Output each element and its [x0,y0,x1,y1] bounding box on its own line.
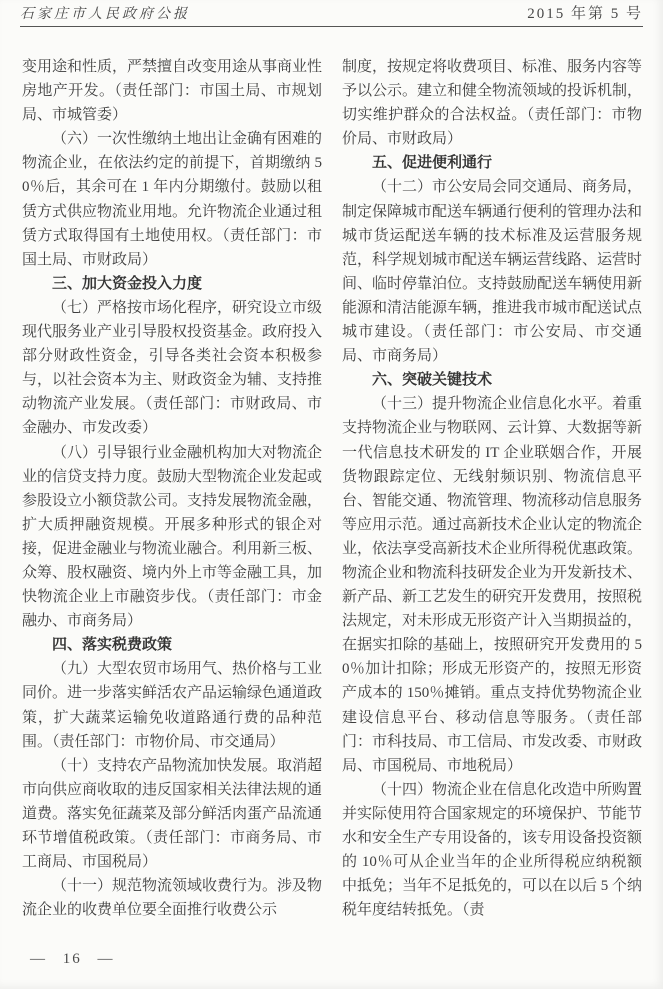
gazette-title: 石家庄市人民政府公报 [20,7,190,22]
body-paragraph: （十三）提升物流企业信息化水平。着重支持物流企业与物联网、云计算、大数据等新一代信息技术研发的 IT 企业联姻合作，开展货物跟踪定位、无线射频识别、物流信息平台、智能交通、物流管理、物流移动信息服务等应用示范。通过高新技术企业认定的物流企业，依法享受高新技术企业所得税优惠政策。物流企业和物流科技研发企业为开发新技术、新产品、新工艺发生的研究开发费用，按照税法规定，对未形成无形资产计入当期损益的，在据实扣除的基础上，按照研究开发费用的 50％加计扣除；形成无形资产的，按照无形资产成本的 150％摊销。重点支持优势物流企业建设信息平台、移动信息等服务。（责任部门：市科技局、市工信局、市发改委、市财政局、市国税局、市地税局） [342,396,643,774]
left-column [22,55,322,922]
body-paragraph: （十四）物流企业在信息化改造中所购置并实际使用符合国家规定的环境保护、节能节水和安全生产专用设备的，该专用设备投资额的 10％可从企业当年的企业所得税应纳税额中抵免；当年不足抵免的，可以在以后 5 个纳税年度结转抵免。（责 [342,781,643,919]
body-paragraph: （十二）市公安局会同交通局、商务局，制定保障城市配送车辆通行便利的管理办法和城市货运配送车辆的技术标准及运营服务规范，科学规划城市配送车辆运营线路、运营时间、临时停靠泊位。支持鼓励配送车辆使用新能源和清洁能源车辆，推进我市城市配送试点城市建设。（责任部门：市公安局、市交通局、市商务局） [342,179,643,365]
running-header [20,0,643,27]
body-paragraph: 制度，按规定将收费项目、标准、服务内容等予以公示。建立和健全物流领域的投诉机制，切实维护群众的合法权益。（责任部门：市物价局、市财政局） [342,59,643,148]
right-column [342,55,642,922]
body-paragraph: （十）支持农产品物流加快发展。取消超市向供应商收取的违反国家相关法律法规的通道费。落实免征蔬菜及部分鲜活肉蛋产品流通环节增值税政策。（责任部门：市商务局、市工商局、市国税局） [22,757,323,871]
section-heading: 四、落实税费政策 [52,636,173,654]
page-number: — 16 — [30,951,115,967]
section-heading: 五、促进便利通行 [372,154,493,172]
body-paragraph: （七）严格按市场化程序，研究设立市级现代服务业产业引导股权投资基金。政府投入部分财政性资金，引导各类社会资本积极参与，以社会资本为主、财政资金为辅、支持推动物流产业发展。（责任部门：市财政局、市金融办、市发改委） [22,299,323,437]
body-paragraph: （九）大型农贸市场用气、热价格与工业同价。进一步落实鲜活农产品运输绿色通道政策，扩大蔬菜运输免收道路通行费的品种范围。（责任部门：市物价局、市交通局） [22,661,323,750]
document-body [22,55,642,922]
section-heading: 六、突破关键技术 [372,371,493,389]
issue-label: 2015 年第 5 号 [527,6,643,22]
body-paragraph: （六）一次性缴纳土地出让金确有困难的物流企业，在依法约定的前提下，首期缴纳 50％后，其余可在 1 年内分期缴付。鼓励以租赁方式供应物流业用地。允许物流企业通过租赁方式取得国有土地使用权。（责任部门：市国土局、市财政局） [22,131,323,268]
body-paragraph: 变用途和性质，严禁擅自改变用途从事商业性房地产开发。（责任部门：市国土局、市规划局、市城管委） [22,59,323,124]
section-heading: 三、加大资金投入力度 [52,274,203,292]
body-paragraph: （十一）规范物流领域收费行为。涉及物流企业的收费单位要全面推行收费公示 [22,878,323,919]
body-paragraph: （八）引导银行业金融机构加大对物流企业的信贷支持力度。鼓励大型物流企业发起或参股设立小额贷款公司。支持发展物流金融，扩大质押融资规模。开展多种形式的银企对接，促进金融业与物流业融合。利用新三板、众筹、股权融资、境内外上市等金融工具，加快物流企业上市融资步伐。（责任部门：市金融办、市商务局） [22,444,323,630]
